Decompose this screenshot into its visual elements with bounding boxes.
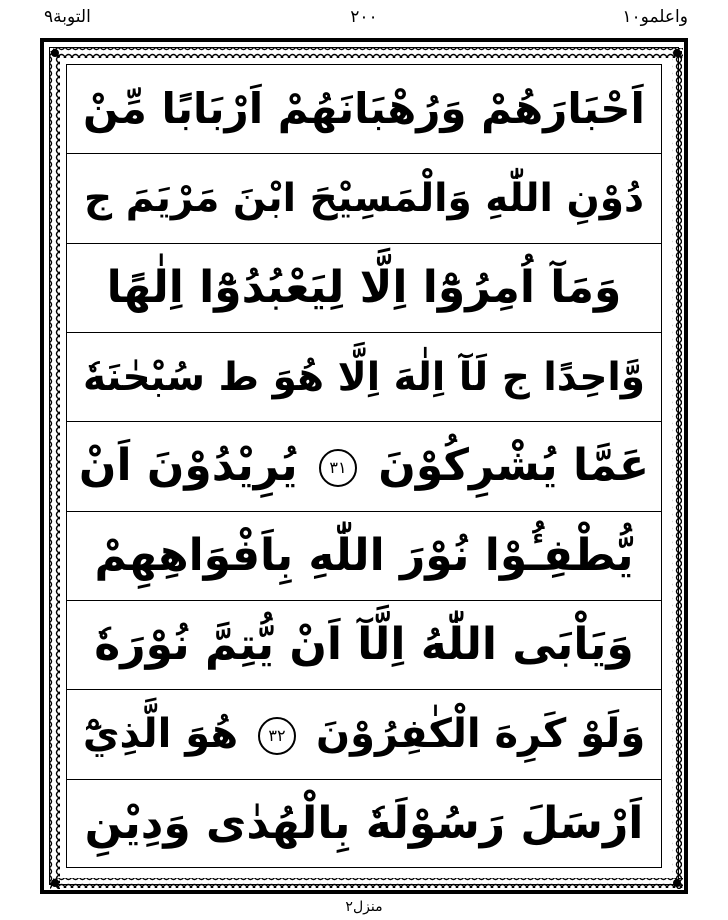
line-text-after: هُوَ الَّذِيْٓ (82, 710, 239, 757)
line-text: وَّاحِدًا ج لَآ اِلٰهَ اِلَّا هُوَ ط سُبْحٰنَهٗ (82, 354, 646, 400)
verse-line-2 (67, 154, 661, 243)
line-text: دُوْنِ اللّٰهِ وَالْمَسِيْحَ ابْنَ مَرْيَمَ ج (84, 175, 644, 221)
line-text: وَمَآ اُمِرُوْٓا اِلَّا لِيَعْبُدُوْٓا اِلٰهًا (106, 261, 622, 313)
page-frame (40, 38, 688, 894)
surah-name: التوبة٩ (44, 7, 91, 27)
line-text-before: وَلَوْ كَرِهَ الْكٰفِرُوْنَ (315, 710, 646, 757)
verse-line-4 (67, 333, 661, 422)
verse-line-9 (67, 780, 661, 869)
verse-line-1 (67, 65, 661, 154)
juz-name: واعلمو١٠ (622, 7, 688, 27)
verse-line-5 (67, 422, 661, 511)
verse-line-6 (67, 512, 661, 601)
ayah-number-marker: ٣٢ (258, 717, 296, 755)
ayah-number-marker: ٣١ (319, 449, 357, 487)
manzil-marker: منزل٢ (345, 899, 383, 915)
page-header (0, 2, 728, 34)
line-text: يُّطْفِـُٔوْا نُوْرَ اللّٰهِ بِاَفْوَاهِهِمْ (94, 529, 634, 581)
verse-line-3 (67, 244, 661, 333)
line-text: اَحْبَارَهُمْ وَرُهْبَانَهُمْ اَرْبَابًا مِّنْ (83, 84, 645, 134)
page-number: ٢٠٠ (350, 7, 378, 27)
verse-line-8 (67, 690, 661, 779)
line-text-after: يُرِيْدُوْنَ اَنْ (78, 440, 298, 492)
line-text (78, 440, 650, 492)
line-text: اَرْسَلَ رَسُوْلَهٗ بِالْهُدٰى وَدِيْنِ (84, 798, 644, 850)
line-text-before: عَمَّا يُشْرِكُوْنَ (378, 440, 650, 492)
line-text: وَيَاْبَى اللّٰهُ اِلَّآ اَنْ يُّتِمَّ نُوْرَهٗ (94, 619, 634, 671)
verse-text-area (66, 64, 662, 868)
verse-line-7 (67, 601, 661, 690)
line-text (82, 710, 646, 757)
